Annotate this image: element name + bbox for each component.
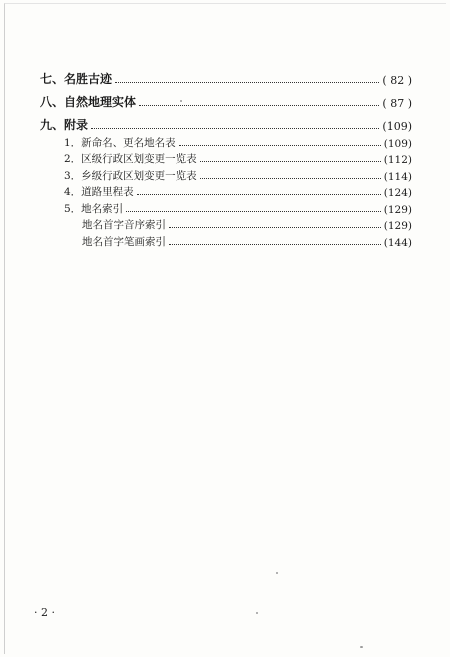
toc-page-number: (114): [383, 170, 412, 183]
toc-page-number: (129): [383, 203, 412, 216]
toc-section-9[interactable]: [40, 110, 412, 133]
scan-speck: [256, 612, 258, 614]
toc-page-number: (144): [383, 236, 412, 249]
toc-appendix-item-3[interactable]: [40, 166, 412, 183]
toc-page-number: (112): [383, 154, 412, 166]
toc-page-number: (124): [383, 187, 412, 199]
toc-section-7[interactable]: [40, 64, 412, 87]
scan-speck: [276, 572, 278, 574]
dot-leader: [91, 128, 379, 129]
dot-leader: [139, 105, 379, 106]
toc-page-number: (109): [382, 120, 412, 133]
toc-section-label: 八、自然地理实体: [40, 95, 137, 109]
toc-page-number: ( 82 ): [382, 74, 412, 87]
toc-page-number: ( 87 ): [382, 97, 412, 110]
toc-appendix-item-4[interactable]: [40, 183, 412, 200]
dot-leader: [126, 211, 381, 212]
toc-page-number: (129): [383, 220, 412, 232]
dot-leader: [115, 82, 379, 83]
toc-appendix-item-5[interactable]: [40, 199, 412, 216]
toc-item-label: 2．区级行政区划变更一览表: [64, 153, 197, 165]
toc-appendix-item-1[interactable]: [40, 133, 412, 150]
dot-leader: [200, 161, 381, 162]
toc-appendix-item-2[interactable]: [40, 150, 412, 167]
toc-item-label: 5．地名索引: [64, 202, 124, 215]
table-of-contents: [40, 64, 412, 249]
dot-leader: [169, 227, 381, 228]
toc-section-label: 九、附录: [40, 118, 89, 132]
toc-section-label: 七、名胜古迹: [40, 72, 113, 86]
dot-leader: [200, 178, 381, 179]
dot-leader: [179, 145, 381, 146]
dot-leader: [137, 194, 381, 195]
toc-index-subitem-2[interactable]: [40, 232, 412, 249]
dot-leader: [169, 244, 381, 245]
page-number-footer: · 2 ·: [34, 606, 55, 619]
scan-speck: [360, 646, 363, 648]
toc-section-8[interactable]: [40, 87, 412, 110]
toc-item-label: 3．乡级行政区划变更一览表: [64, 169, 197, 182]
toc-item-label: 1．新命名、更名地名表: [64, 136, 176, 149]
toc-index-subitem-1[interactable]: [40, 216, 412, 233]
toc-page-number: (109): [383, 137, 412, 150]
scan-speck: [180, 100, 182, 102]
toc-item-label: 地名首字音序索引: [82, 219, 166, 231]
toc-item-label: 地名首字笔画索引: [82, 235, 166, 248]
toc-item-label: 4．道路里程表: [64, 186, 134, 198]
